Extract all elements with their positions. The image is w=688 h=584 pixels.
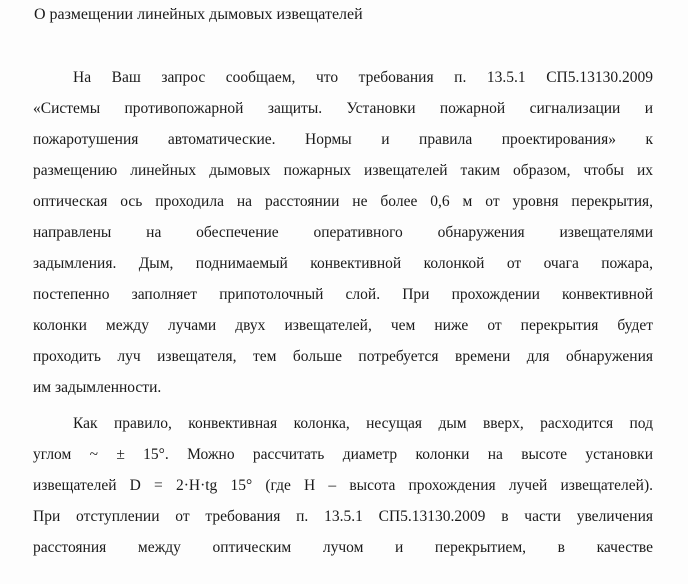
paragraph-1-line-11: им задымленности.	[33, 379, 162, 396]
document-heading: О размещении линейных дымовых извещателей	[34, 6, 363, 23]
paragraph-2-line-1: Как правило, конвективная колонка, несущая дым вверх, расходится под	[73, 415, 653, 432]
paragraph-2-line-4: При отступлении от требования п. 13.5.1 СП5.13130.2009 в части увеличения	[33, 508, 653, 525]
paragraph-2-line-2: углом ~ ± 15°. Можно рассчитать диаметр колонки на высоте установки	[33, 446, 653, 463]
paragraph-2-line-3: извещателей D = 2·H·tg 15° (где H – высота прохождения лучей извещателей).	[33, 477, 653, 494]
paragraph-1-line-9: колонки между лучами двух извещателей, чем ниже от перекрытия будет	[33, 317, 653, 334]
paragraph-1-line-7: задымления. Дым, поднимаемый конвективной колонкой от очага пожара,	[33, 255, 653, 272]
paragraph-1-line-3: пожаротушения автоматические. Нормы и правила проектирования» к	[33, 131, 653, 148]
paragraph-1-line-2: «Системы противопожарной защиты. Установки пожарной сигнализации и	[33, 100, 653, 117]
paragraph-1-line-6: направлены на обеспечение оперативного обнаружения извещателями	[33, 224, 653, 241]
paragraph-1-line-10: проходить луч извещателя, тем больше потребуется времени для обнаружения	[33, 348, 653, 365]
paragraph-1-line-8: постепенно заполняет припотолочный слой. При прохождении конвективной	[33, 286, 653, 303]
paragraph-1-line-5: оптическая ось проходила на расстоянии не более 0,6 м от уровня перекрытия,	[33, 193, 653, 210]
paragraph-2-line-5: расстояния между оптическим лучом и перекрытием, в качестве	[33, 539, 653, 556]
paragraph-1-line-1: На Ваш запрос сообщаем, что требования п. 13.5.1 СП5.13130.2009	[73, 69, 653, 86]
paragraph-1-line-4: размещению линейных дымовых пожарных извещателей таким образом, чтобы их	[33, 162, 653, 179]
